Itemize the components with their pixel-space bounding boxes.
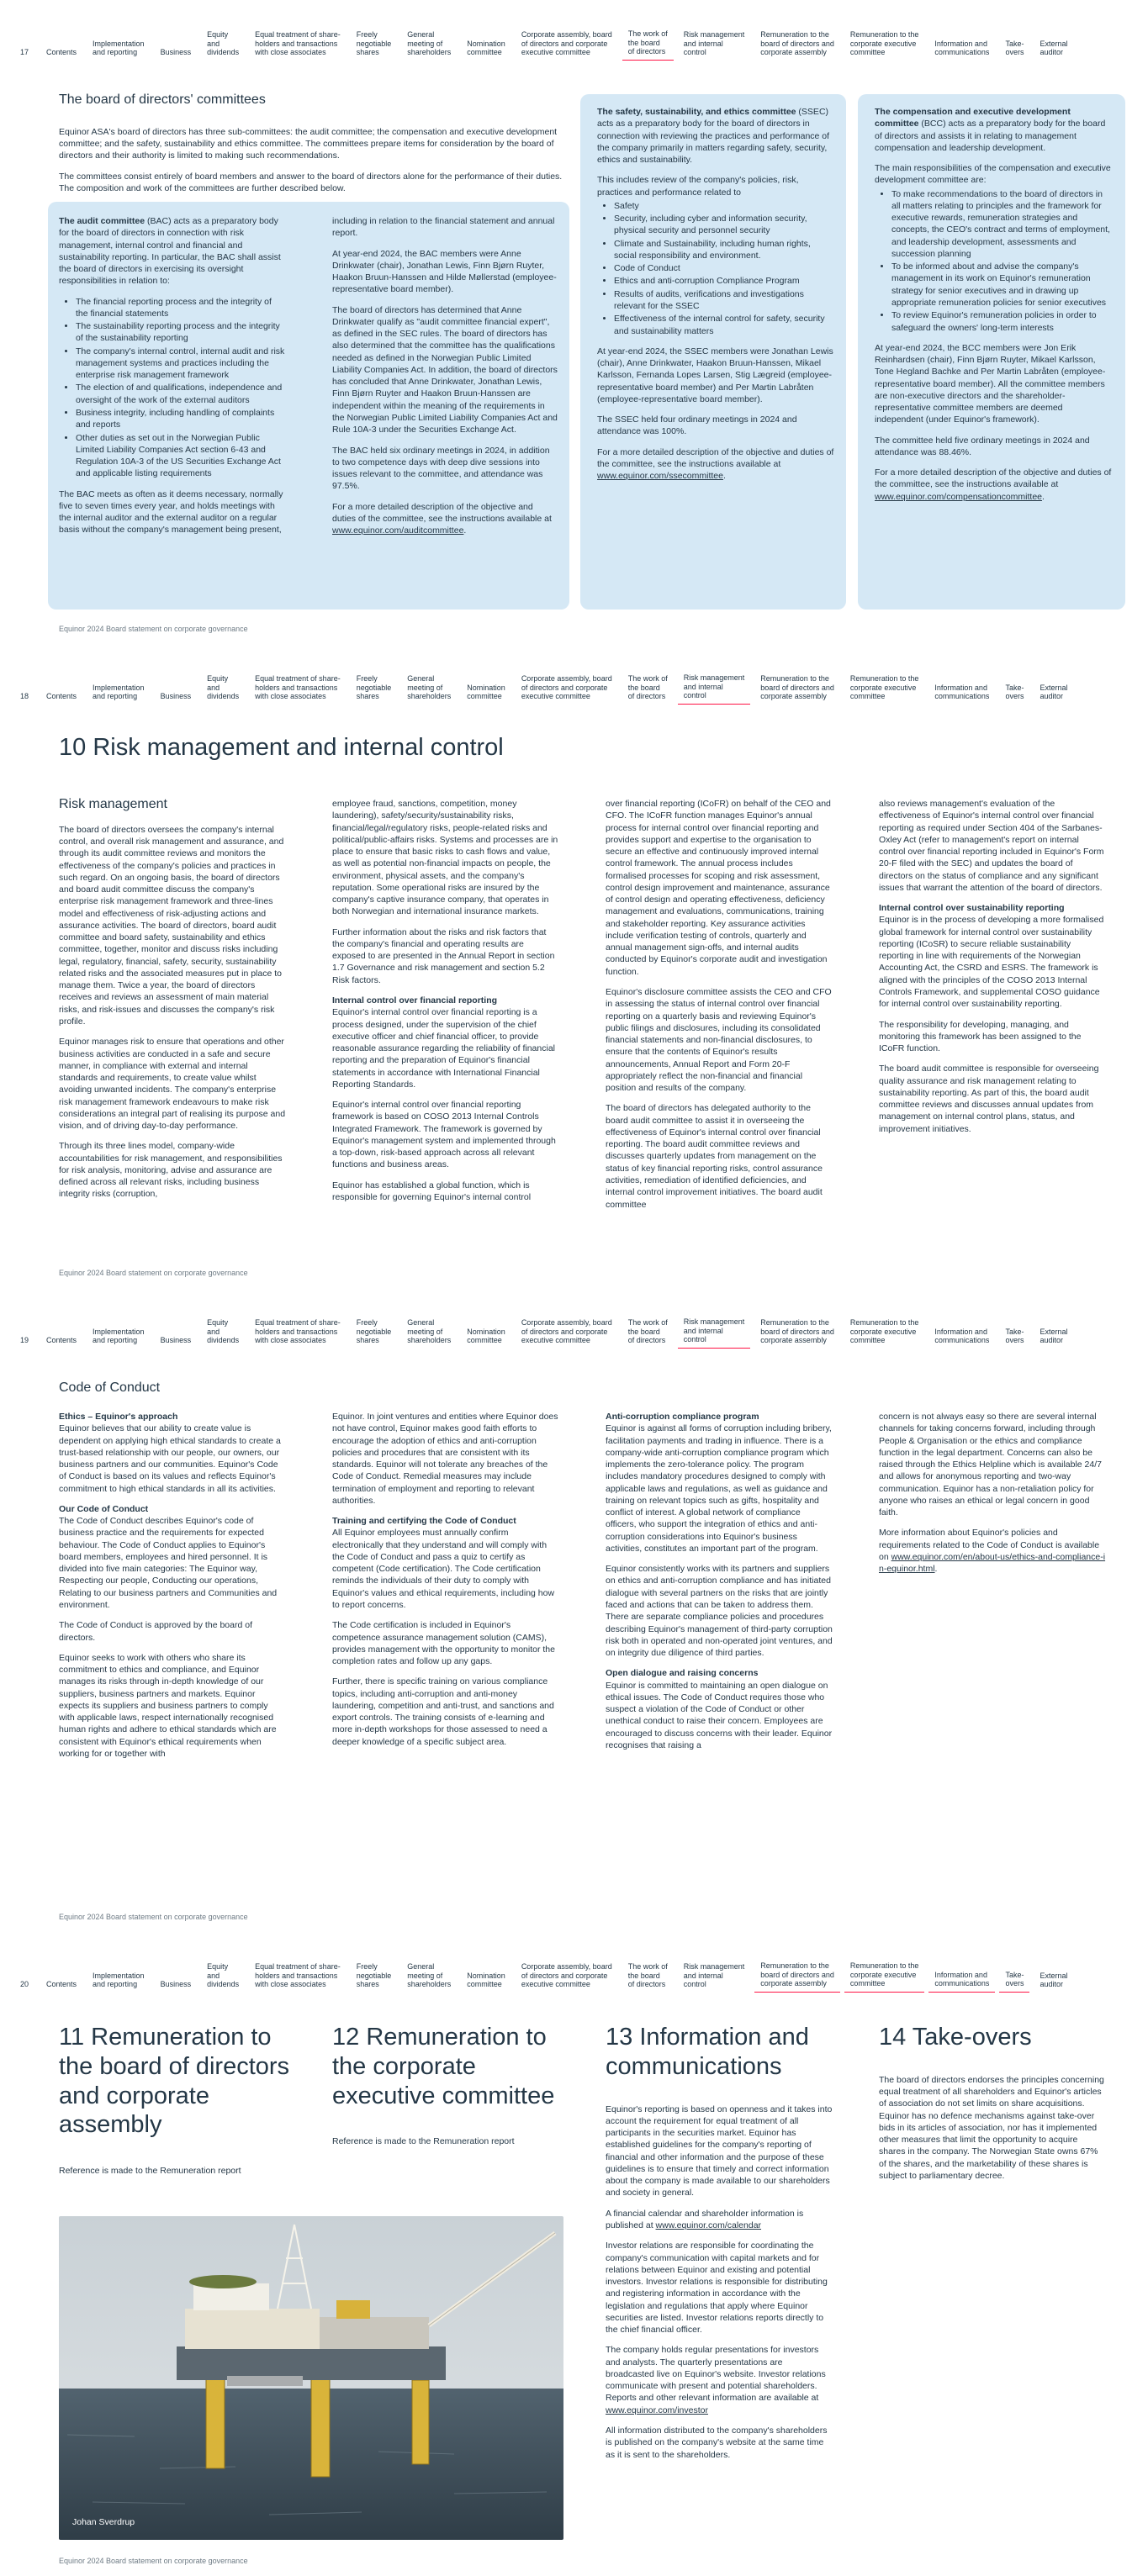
conduct-col1 [59,1411,286,1768]
investor-text: The company holds regular presentations for investors and analysts. The quarterly presentations are broadcasted live on Equinor's website. Investor relations communicate with present and potential shareholders. Reports and other relevant information are available at [606,2345,826,2404]
nav-corporate-assembly[interactable]: Corporate assembly, board of directors and corporate executive committee [521,1318,612,1345]
risk-col4 [879,798,1106,1143]
offshore-platform-photo [59,2216,563,2540]
top-navigation [0,1313,1148,1349]
nav-general-meeting[interactable]: General meeting of shareholders [407,30,452,57]
ssec-held: The SSEC held four ordinary meetings in 2024 and attendance was 100%. [597,414,797,437]
nav-equity[interactable]: Equity and dividends [207,30,240,57]
page-footer: Equinor 2024 Board statement on corporate governance [59,2557,248,2565]
nav-corporate-assembly[interactable]: Corporate assembly, board of directors and corporate executive committee [521,674,612,701]
bcc-more-end: . [1042,491,1045,502]
paragraph: The board of directors oversees the company's internal control, and overall risk management and assurance, and through its audit committee reviews and monitors the effectiveness of the company's policies and practices in such regard. On an ongoing basis, the board of directors and board audit committee discuss the company's enterprise risk management framework and three-lines model and effectiveness of risk-adjusting actions and assurance activities. The board of directors, board audit committee and board safety, sustainability and ethics committee, together, monitor and discuss risks including legal, regulatory, financial, safety, security, sustainability related risks and the associated measures put in place to manage them. Twice a year, the board of directors receives and reviews an assessment of main material risks, and risk-issues and discusses the company's risk profile. [59,824,284,1027]
section-title: The board of directors' committees [59,92,266,107]
paragraph: The responsibility for developing, managing, and monitoring this framework has been assigned to the ICoFR function. [879,1019,1082,1054]
paragraph: The board of directors endorses the principles concerning equal treatment of all shareholders and Equinor's articles of association do not set limits on share acquisitions. Equinor has no defence mechanisms against take-over bids in its articles of association, nor has it implemented other measures that limit the opportunity to acquire shares in the company. The Norwegian State owns 67% of the shares, and the marketability of these shares is subject to parliamentary decree. [879,2074,1104,2181]
nav-work-of-board[interactable]: The work of the board of directors [627,674,668,701]
nav-external-auditor[interactable]: External auditor [1040,1327,1068,1345]
ssec-lead-text: (SSEC) acts as a preparatory body for the board of directors in connection with reviewing the practices and performance of the company primarily in matters regarding safety, security, ethics and sustainability. [597,107,830,166]
nav-implementation[interactable]: Implementation and reporting [93,1327,145,1345]
page-footer: Equinor 2024 Board statement on corporate governance [59,1913,248,1921]
nav-remuneration-board[interactable]: Remuneration to the board of directors and corporate assembly [760,1318,834,1345]
bcc-list [875,188,1114,334]
nav-freely-negotiable[interactable]: Freely negotiable shares [356,30,392,57]
bcc-held: The committee held five ordinary meetings in 2024 and attendance was 88.46%. [875,435,1090,457]
nav-general-meeting[interactable]: General meeting of shareholders [407,674,452,701]
ssec-more-end: . [722,471,726,482]
bcc-members: At year-end 2024, the BCC members were Jon Erik Reinhardsen (chair), Finn Bjørn Ruyter, Mikael Karlsson, Tone Hegland Bachke and Per Martin Labråten (employee-representative board member). All the committee members are non-executive directors and the shareholder-representative committee members are deemed independent (under Equinor's framework). [875,342,1106,425]
remuneration-board-section [59,2023,303,2185]
nav-nomination[interactable]: Nomination committee [467,1971,505,1989]
nav-general-meeting[interactable]: General meeting of shareholders [407,1962,452,1989]
nav-contents[interactable]: Contents [46,1336,77,1345]
nav-nomination[interactable]: Nomination committee [467,39,505,57]
list-item: • Effectiveness of the internal control for safety, security and sustainability matters [614,313,834,337]
intro-paragraph: Equinor ASA's board of directors has three sub-committees: the audit committee; the compensation and executive development committee; and the safety, sustainability and ethics committee. The committees prepare items for consideration by the board of directors and their authority is limited to making such recommendations. [59,126,558,161]
paragraph: Equinor is committed to maintaining an open dialogue on ethical issues. The Code of Conduct requires those who suspect a violation of the Code of Conduct or other unethical conduct to raise their concern. Employees are encouraged to discuss concerns with their leader. Equinor recognises that raising a [606,1680,833,1750]
paragraph [606,2344,833,2416]
paragraph: Equinor's internal control over financial reporting framework is based on COSO 2013 Internal Controls Integrated Framework. The framework is governed by Equinor's management system and implemented through a top-down, risk-based approach across all relevant functions and business areas. [332,1100,556,1170]
calendar-text: A financial calendar and shareholder information is published at [606,2208,804,2230]
photo-credit: Johan Sverdrup [72,2516,135,2527]
paragraph: Investor relations are responsible for coordinating the company's communication with capital markets and for relations between Equinor and existing and potential investors. Investor relations is responsible for distributing and registering information in accordance with the legislation and regulations that apply where Equinor securities are listed. Investor relations reports directly to the chief financial officer. [606,2241,828,2336]
paragraph: The board of directors has delegated authority to the board audit committee to assist it in overseeing the effectiveness of Equinor's internal control over financial reporting. The board audit committee reviews and discusses quarterly updates from management on the status of key financial reporting risks, control assurance activities, remediation of identified deficiencies, and internal control improvement initiatives. The board audit committee [606,1103,823,1210]
subheading: Internal control over financial reporting [332,995,498,1006]
nav-information[interactable]: Information and communications [934,683,990,701]
audit-more [332,501,558,537]
paragraph: Through its three lines model, company-wide accountabilities for risk management, and responsibilities for risk analysis, monitoring, advise and assurance are defined across all relevant risks, including business integrity risks (corruption, [59,1141,283,1200]
nav-information[interactable]: Information and communications [934,39,990,57]
paragraph: The board audit committee is responsible for overseeing quality assurance and risk management relating to sustainability reporting. As part of this, the board audit committee reviews and discusses annual updates from management on internal control plans, status, and improvement initiatives. [879,1064,1099,1134]
nav-corporate-assembly[interactable]: Corporate assembly, board of directors and corporate executive committee [521,1962,612,1989]
ssec-more-text: For a more detailed description of the objective and duties of the committee, see the instructions available at [597,446,834,469]
list-item: • The sustainability reporting process and the integrity of the sustainability reporting [76,320,286,345]
nav-remuneration-board[interactable]: Remuneration to the board of directors and corporate assembly [760,674,834,701]
nav-remuneration-board[interactable]: Remuneration to the board of directors and corporate assembly [754,1961,840,1993]
page-17 [0,0,1148,644]
audit-lead-text: (BAC) acts as a preparatory body for the board of directors in connection with risk management, internal control and financial and sustainability reporting. In particular, the BAC shall assist the board of directors in exercising its oversight responsibilities in relation to: [59,216,281,287]
paragraph: Equinor's reporting is based on openness and it takes into account the requirement for equal treatment of all participants in the securities market. Equinor has established guidelines for the company's reporting of financial and other information and the purpose of these guidelines is to ensure that timely and correct information about the company is made available to our shareholders and society in general. [606,2104,833,2199]
list-item: • The financial reporting process and the integrity of the financial statements [76,296,286,320]
nav-equal-treatment[interactable]: Equal treatment of share- holders and transactions with close associates [255,1962,341,1989]
nav-nomination[interactable]: Nomination committee [467,1327,505,1345]
nav-implementation[interactable]: Implementation and reporting [93,1971,145,1989]
list-item: • To be informed about and advise the company's management in its work on Equinor's remuneration strategy for senior executives and in drawing up appropriate remuneration policies for senior executives [891,261,1114,309]
audit-meetings: The BAC meets as often as it deems necessary, normally five to seven times every year, and holds meetings with the internal auditor and the external auditor on a regular basis without the company's management being present, [59,488,283,536]
top-navigation [0,669,1148,705]
bcc-committee-link[interactable]: www.equinor.com/compensationcommittee [875,491,1043,502]
nav-remuneration-executive[interactable]: Remuneration to the corporate executive committee [849,30,919,57]
paragraph: concern is not always easy so there are several internal channels for taking concerns forward, including through People & Organisation or the ethics and compliance function in the legal department. Concerns can also be raised through the Ethics Helpline which is available 24/7 and allows for anonymous reporting and two-way communication. Equinor has a non-retaliation policy for anyone who raises an ethical or legal concern in good faith. [879,1412,1102,1518]
subheading: Open dialogue and raising concerns [606,1668,759,1679]
nav-freely-negotiable[interactable]: Freely negotiable shares [356,1318,392,1345]
audit-lead-bold: The audit committee [59,216,145,226]
nav-equity[interactable]: Equity and dividends [207,674,240,701]
bcc-content [875,106,1114,511]
page-footer: Equinor 2024 Board statement on corporate governance [59,625,248,633]
offshore-platform-image [59,2216,563,2540]
page-number: 17 [19,48,29,57]
paragraph: over financial reporting (ICoFR) on behalf of the CEO and CFO. The ICoFR function manages Equinor's annual process for internal control over financial reporting and provides support and expertise to the organisation to secure an effective and continuously improved internal control framework. The annual process includes formalised processes for scoping and risk assessment, control design improvement and maintenance, assurance of control design and operating effectiveness, deficiency management and evaluations, communications, training and stakeholder reporting. Key assurance activities include verification testing of controls, quarterly and annual management sign-offs, and internal audits conducted by Equinor's corporate audit and investigation function. [606,799,831,977]
paragraph [879,1527,1106,1575]
audit-continued: including in relation to the financial statement and annual report. [332,216,555,239]
conduct-col2 [332,1411,559,1756]
paragraph: Further, there is specific training on various compliance topics, including anti-corruption and anti-money laundering, competition and anti-trust, and sanctions and export controls. The training consists of e-learning and more in-depth workshops for those assessed to need a deeper knowledge of a specific subject area. [332,1676,554,1747]
nav-remuneration-executive[interactable]: Remuneration to the corporate executive committee [849,1318,919,1345]
bcc-more-text: For a more detailed description of the objective and duties of the committee, see the instructions available at [875,467,1112,490]
nav-takeovers[interactable]: Take- overs [1005,39,1024,57]
nav-contents[interactable]: Contents [46,1980,77,1989]
list-item: • The election of and qualifications, independence and oversight of the work of the external auditors [76,382,286,406]
audit-committee-link[interactable]: www.equinor.com/auditcommittee [332,525,464,536]
section-heading: 11 Remuneration to the board of directors and corporate assembly [59,2024,290,2139]
page-19 [0,1288,1148,1932]
nav-remuneration-executive[interactable]: Remuneration to the corporate executive committee [844,1961,925,1993]
paragraph: The Code of Conduct describes Equinor's code of business practice and the requirements for expected behaviour. The Code of Conduct applies to Equinor's board members, employees and hired personnel. It is divided into five main categories: The Equinor way, Respecting our people, Conducting our operations, Relating to our business partners and Communities and environment. [59,1516,278,1610]
ssec-more [597,446,834,483]
section-heading: 13 Information and communications [606,2024,809,2080]
nav-external-auditor[interactable]: External auditor [1040,683,1068,701]
audit-committee-col1 [59,215,286,545]
nav-implementation[interactable]: Implementation and reporting [93,683,145,701]
risk-col3 [606,798,833,1219]
ethics-more-text: More information about Equinor's policies and requirements related to the Code of Conduct is available on [879,1528,1100,1562]
subheading: Anti-corruption compliance program [606,1412,759,1422]
subheading: Training and certifying the Code of Conduct [332,1516,516,1527]
paragraph: The Code certification is included in Equinor's competence assurance management solution (CAMS), provides management with the opportunity to monitor the completion rates and follow up any gaps. [332,1620,555,1667]
subheading: Ethics – Equinor's approach [59,1412,178,1422]
page-18 [0,644,1148,1288]
nav-contents[interactable]: Contents [46,48,77,57]
audit-duties-list [59,296,286,480]
intro-paragraph: The committees consist entirely of board members and answer to the board of directors alone for the performance of their duties. The composition and work of the committees are further described below. [59,171,563,193]
ssec-content [597,106,834,490]
audit-held: The BAC held six ordinary meetings in 2024, in addition to two competence days with deep dive sessions into issues relevant to the committee, and attendance was 97.5%. [332,445,550,492]
page-number: 20 [19,1980,29,1989]
information-section [606,2023,833,2469]
calendar-link[interactable]: www.equinor.com/calendar [655,2220,762,2230]
nav-risk-management[interactable]: Risk management and internal control [683,1962,745,1989]
ssec-lead [597,106,834,166]
nav-freely-negotiable[interactable]: Freely negotiable shares [356,674,392,701]
conduct-col3 [606,1411,833,1760]
paragraph: Equinor is against all forms of corruption including bribery, facilitation payments and trading in influence. There is a company-wide anti-corruption compliance program which implements the zero-tolerance policy. The program includes mandatory procedures designed to comply with applicable laws and regulations, as well as guidance and training on relevant topics such as gifts, hospitality and conflict of interest. A global network of compliance officers, who support the integration of ethics and anti-corruption considerations into Equinor's business activities, constitutes an important part of the program. [606,1423,832,1554]
nav-risk-management[interactable]: Risk management and internal control [678,1317,751,1349]
nav-corporate-assembly[interactable]: Corporate assembly, board of directors and corporate executive committee [521,30,612,57]
nav-work-of-board[interactable]: The work of the board of directors [627,1962,668,1989]
audit-members: At year-end 2024, the BAC members were Anne Drinkwater (chair), Jonathan Lewis, Finn Bjørn Ruyter, Haakon Bruun-Hanssen and Hilde Møllerstad (employee-representative board member). [332,248,557,295]
page-20 [0,1932,1148,2576]
nav-general-meeting[interactable]: General meeting of shareholders [407,1318,452,1345]
bcc-more [875,467,1114,503]
paragraph: All Equinor employees must annually confirm electronically that they understand and will comply with the Code of Conduct and pass a quiz to certify as competent (Code certification). The Code certification reminds the individuals of their duty to comply with Equinor's values and ethical requirements, including how to report concerns. [332,1528,555,1610]
remuneration-executive-section [332,2023,576,2156]
nav-equal-treatment[interactable]: Equal treatment of share- holders and transactions with close associates [255,30,341,57]
list-item: • Ethics and anti-corruption Compliance Program [614,275,834,287]
paragraph: All information distributed to the company's shareholders is published on the company's website at the same time as it is sent to the shareholders. [606,2425,828,2460]
nav-takeovers[interactable]: Take- overs [1005,1327,1024,1345]
nav-equal-treatment[interactable]: Equal treatment of share- holders and transactions with close associates [255,674,341,701]
page-number: 19 [19,1336,29,1345]
reference-text: Reference is made to the Remuneration report [332,2136,515,2147]
audit-more-text: For a more detailed description of the objective and duties of the committee, see the instructions available at [332,501,552,524]
investor-link[interactable]: www.equinor.com/investor [606,2404,708,2415]
takeovers-section [879,2023,1106,2190]
list-item: • Business integrity, including handling of complaints and reports [76,407,286,431]
nav-external-auditor[interactable]: External auditor [1040,1971,1068,1989]
list-item: • Safety [614,200,834,212]
section-heading: 14 Take-overs [879,2024,1032,2051]
nav-risk-management[interactable]: Risk management and internal control [678,673,751,705]
list-item: • Security, including cyber and information security, physical security and personnel security [614,213,834,237]
bcc-lead [875,106,1114,154]
nav-information[interactable]: Information and communications [934,1327,990,1345]
list-item: • Results of audits, verifications and investigations relevant for the SSEC [614,288,834,313]
nav-business[interactable]: Business [160,692,192,701]
paragraph: The Code of Conduct is approved by the board of directors. [59,1620,252,1643]
audit-more-end: . [463,525,467,536]
list-item: • To make recommendations to the board of directors in all matters relating to principles and the framework for executive rewards, remuneration strategies and concepts, the CEO's contract and terms of employment, and leadership development, assessments and succession planning [891,188,1114,261]
paragraph: Equinor is in the process of developing a more formalised global framework for internal control over sustainability reporting (ICoSR) to secure reliable sustainability reporting in line with requirements of the Norwegian Accounting Act, the CSRD and ESRS. The framework is aligned with the principles of the COSO 2013 Internal Controls Framework, and supplemental COSO guidance for internal control over sustainability reporting. [879,915,1104,1010]
nav-implementation[interactable]: Implementation and reporting [93,39,145,57]
subsection-title: Code of Conduct [59,1380,161,1395]
nav-nomination[interactable]: Nomination committee [467,683,505,701]
nav-remuneration-board[interactable]: Remuneration to the board of directors and corporate assembly [760,30,834,57]
section-heading: 12 Remuneration to the corporate executive committee [332,2024,555,2109]
nav-business[interactable]: Business [160,1336,192,1345]
subheading: Our Code of Conduct [59,1503,149,1514]
paragraph: Equinor's internal control over financial reporting is a process designed, under the supervision of the chief executive officer and chief financial officer, to provide reasonable assurance regarding the reliability of financial reporting and the preparation of Equinor's financial statements in accordance with International Financial Reporting Standards. [332,1007,555,1090]
nav-equal-treatment[interactable]: Equal treatment of share- holders and transactions with close associates [255,1318,341,1345]
nav-contents[interactable]: Contents [46,692,77,701]
risk-col1 [59,795,286,1209]
ethics-compliance-link[interactable]: www.equinor.com/en/about-us/ethics-and-compliance-in-equinor.html [879,1551,1106,1575]
nav-work-of-board[interactable]: The work of the board of directors [627,1318,668,1345]
bcc-lead-text: (BCC) acts as a preparatory body for the board of directors and assists it in relating to management compensation and leadership development. [875,119,1106,153]
nav-business[interactable]: Business [160,1980,192,1989]
paragraph: Equinor. In joint ventures and entities where Equinor does not have control, Equinor makes good faith efforts to encourage the adoption of ethics and anti-corruption policies and procedures that are consistent with its standards. Equinor will not tolerate any breaches of the Code of Conduct. Remedial measures may include termination of employment and reporting to relevant authorities. [332,1412,558,1506]
nav-remuneration-executive[interactable]: Remuneration to the corporate executive committee [849,674,919,701]
audit-committee-col2 [332,215,558,545]
paragraph: Further information about the risks and risk factors that the company's financial and operating results are exposed to are presented in the Annual Report in section 1.7 Governance and risk management and section 5.2 Risk factors. [332,926,555,985]
top-navigation [0,25,1148,61]
ssec-committee-link[interactable]: www.equinor.com/ssecommittee [597,471,723,482]
ssec-list [597,200,834,337]
paragraph: Equinor has established a global function, which is responsible for governing Equinor's internal control [332,1180,532,1202]
ssec-members: At year-end 2024, the SSEC members were Jonathan Lewis (chair), Anne Drinkwater, Haakon Bruun-Hanssen, Mikael Karlsson, Fernanda Lopes Larsen, Stig Lægreid (employee-representative board member) and Per Martin Labråten (employee-representative board member). [597,346,833,404]
bcc-lead-bold: The compensation and executive development committee [875,107,1071,129]
paragraph: also reviews management's evaluation of the effectiveness of Equinor's internal control over financial reporting as required under Section 404 of the Sarbanes-Oxley Act (refer to management's report on internal control over financial reporting included in Equinor's Form 20-F filed with the SEC) and updates the board of directors on the status of compliance and any significant issues that warrant the attention of the board of directors. [879,799,1104,893]
ssec-review: This includes review of the company's policies, risk, practices and performance related to [597,175,799,198]
nav-freely-negotiable[interactable]: Freely negotiable shares [356,1962,392,1989]
audit-expert: The board of directors has determined that Anne Drinkwater qualify as "audit committee financial expert", as defined in the SEC rules. The board of directors has also determined that the committee has the qualifications needed as defined in the Norwegian Public Limited Liability Companies Act. In addition, the board of directors has concluded that Anne Drinkwater, Jonathan Lewis, Finn Bjørn Ruyter and Haakon Bruun-Hanssen are independent within the meaning of the requirements in the Norwegian Public Limited Liability Companies Act and Rule 10A-3 under the Securities Exchange Act. [332,304,558,435]
conduct-col4 [879,1411,1106,1583]
paragraph: Equinor believes that our ability to create value is dependent on applying high ethical standards to create a trust-based relationship with our people, our owners, our business partners and our communities. Equinor's Code of Conduct is based on its values and reflects Equinor's commitment to high ethical standards in all its activities. [59,1423,281,1494]
nav-takeovers[interactable]: Take- overs [999,1971,1029,1993]
nav-business[interactable]: Business [160,48,192,57]
paragraph: Equinor seeks to work with others who share its commitment to ethics and compliance, and Equinor manages its risks through in-depth knowledge of our suppliers, business partners and markets. Equinor expects its suppliers and business partners to comply with applicable laws, respect internationally recognised human rights and adhere to ethical standards which are consistent with Equinor's ethical requirements when working for or together with [59,1652,277,1759]
nav-external-auditor[interactable]: External auditor [1040,39,1068,57]
page-footer: Equinor 2024 Board statement on corporate governance [59,1269,248,1277]
top-navigation [0,1957,1148,1993]
nav-equity[interactable]: Equity and dividends [207,1318,240,1345]
bcc-responsibilities: The main responsibilities of the compensation and executive development committee are: [875,163,1111,186]
reference-text: Reference is made to the Remuneration report [59,2166,241,2177]
list-item: • To review Equinor's remuneration policies in order to safeguard the owners' long-term interests [891,309,1114,334]
paragraph: Equinor manages risk to ensure that operations and other business activities are conducted in a safe and secure manner, in compliance with external and internal standards and requirements, to create value whilst avoiding unwanted incidents. The company's enterprise risk management framework endeavours to make risk considerations an integral part of realising its purpose and vision, and of driving day-to-day performance. [59,1037,286,1132]
paragraph: employee fraud, sanctions, competition, money laundering), safety/security/sustainability risks, financial/legal/regulatory risks, people-related risks and political/public-affairs risks. Systems and processes are in place to ensure that basic risks to cash flows and value, as well as potential non-financial impacts on people, the environment, physical assets, and the company's reputation. Some operational risks are insured by the company's captive insurance company, that operates in both Norwegian and international insurance markets. [332,799,558,917]
list-item: • Other duties as set out in the Norwegian Public Limited Liability Companies Act section 6-43 and Regulation 10A-3 of the US Securities Exchange Act and applicable listing requirements [76,432,286,480]
list-item: • The company's internal control, internal audit and risk management systems and practices including the enterprise risk management framework [76,346,286,382]
paragraph [606,2208,833,2232]
committees-intro [59,91,563,203]
nav-takeovers[interactable]: Take- overs [1005,683,1024,701]
list-item: • Code of Conduct [614,262,834,274]
audit-lead [59,215,286,288]
nav-risk-management[interactable]: Risk management and internal control [683,30,745,57]
ssec-lead-bold: The safety, sustainability, and ethics committee [597,107,796,117]
ethics-more-end: . [934,1564,938,1575]
subheading: Internal control over sustainability reporting [879,903,1065,914]
section-heading: 10 Risk management and internal control [59,734,504,761]
paragraph: Equinor consistently works with its partners and suppliers on ethics and anti-corruption compliance and has initiated dialogue with several partners on the risks that are jointly faced and actions that can be taken to address them. There are separate compliance policies and procedures describing Equinor's management of third-party corruption risk both in operated and non-operated joint ventures, and on integrity due diligence of third parties. [606,1564,833,1659]
paragraph: Equinor's disclosure committee assists the CEO and CFO in assessing the status of internal control over financial reporting on a quarterly basis and reviewing Equinor's public filings and disclosures, including its consolidated financial statements and non-financial disclosures, to ensure that the contents of Equinor's results announcements, Annual Report and Form 20-F appropriately reflect the non-financial and financial position and results of the company. [606,986,832,1094]
nav-equity[interactable]: Equity and dividends [207,1962,240,1989]
nav-work-of-board[interactable]: The work of the board of directors [622,29,674,61]
subsection-title: Risk management [59,797,167,811]
nav-information[interactable]: Information and communications [928,1971,995,1993]
risk-col2 [332,798,559,1211]
page-number: 18 [19,692,29,701]
list-item: • Climate and Sustainability, including human rights, social responsibility and environment. [614,238,834,262]
